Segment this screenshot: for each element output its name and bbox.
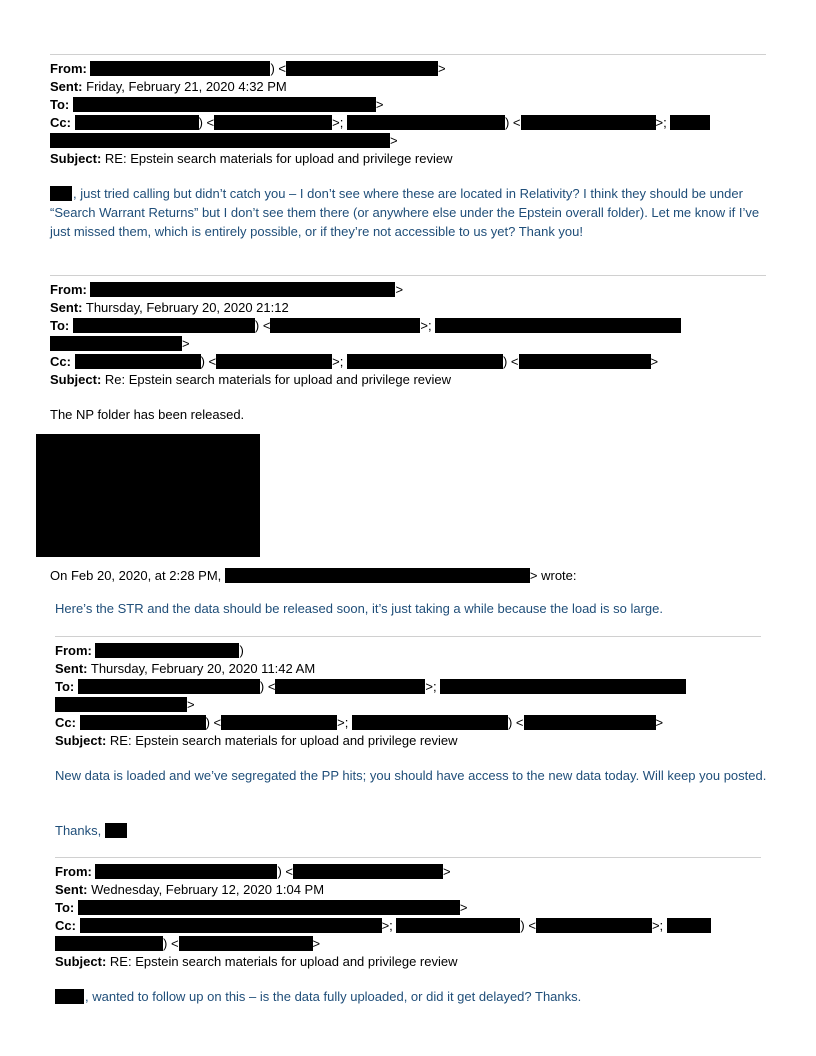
subject-label: Subject: xyxy=(50,372,102,387)
redacted-sender-email xyxy=(293,864,443,879)
email-1-from-line: From: ) < > xyxy=(50,61,446,76)
redacted-cc-email xyxy=(221,715,337,730)
redacted-recipient-name xyxy=(73,318,255,333)
redacted-recipient xyxy=(73,97,376,112)
redacted-recipient-name xyxy=(78,679,260,694)
email-2-to-continued: > xyxy=(50,335,190,352)
to-label: To: xyxy=(55,679,75,694)
signoff-text: Thanks, xyxy=(55,823,102,838)
email-separator xyxy=(55,857,761,858)
redacted-sender xyxy=(90,282,395,297)
email-separator xyxy=(55,636,761,637)
sent-label: Sent: xyxy=(55,661,88,676)
to-label: To: xyxy=(55,900,75,915)
redacted-sender-name xyxy=(90,61,270,76)
redacted-sender xyxy=(95,643,239,658)
redacted-cc-email xyxy=(214,115,332,130)
from-label: From: xyxy=(55,864,92,879)
sent-date: Friday, February 21, 2020 4:32 PM xyxy=(86,79,287,94)
email-2-sent-line xyxy=(50,299,289,316)
email-4-from-line: From: ) < > xyxy=(55,864,451,879)
email-2-body: The NP folder has been released. xyxy=(50,407,245,422)
redacted-sender-email xyxy=(286,61,438,76)
from-label: From: xyxy=(50,61,87,76)
redacted-cc-email xyxy=(216,354,332,369)
email-1-sent-line xyxy=(50,78,287,95)
cc-label: Cc: xyxy=(55,918,76,933)
email-4-body xyxy=(55,987,767,1006)
subject-text: RE: Epstein search materials for upload and privilege review xyxy=(109,954,458,969)
redacted-recipient-email xyxy=(55,697,187,712)
redacted-signature-block xyxy=(36,434,260,557)
redacted-cc-name xyxy=(55,936,163,951)
email-3-from-line: From: ) xyxy=(55,643,244,658)
subject-label: Subject: xyxy=(50,151,102,166)
redacted-cc-email xyxy=(524,715,656,730)
cc-label: Cc: xyxy=(55,715,76,730)
sent-label: Sent: xyxy=(55,882,88,897)
email-3-to-line: To: ) < >; xyxy=(55,678,686,695)
email-4-cc-continued: ) < > xyxy=(55,935,320,952)
redacted-cc-name xyxy=(667,918,711,933)
redacted-addressee xyxy=(55,989,84,1004)
to-label: To: xyxy=(50,318,70,333)
sent-label: Sent: xyxy=(50,79,83,94)
sent-date: Thursday, February 20, 2020 11:42 AM xyxy=(90,661,316,676)
redacted-cc-name xyxy=(670,115,710,130)
email-4-subject-line xyxy=(55,953,457,970)
redacted-cc-email xyxy=(521,115,656,130)
redacted-signature-name xyxy=(105,823,127,838)
cc-label: Cc: xyxy=(50,354,71,369)
redacted-addressee xyxy=(50,186,72,201)
redacted-cc-name xyxy=(347,354,503,369)
redacted-recipient-email xyxy=(275,679,425,694)
email-2-to-line: To: ) < >; xyxy=(50,317,681,334)
body-text: , wanted to follow up on this – is the data fully uploaded, or did it get delayed? Thanks. xyxy=(85,989,582,1004)
subject-label: Subject: xyxy=(55,733,107,748)
email-4-cc-line: Cc: >; ) < >; xyxy=(55,917,711,934)
email-3-cc-line: Cc: ) < >; ) < > xyxy=(55,715,664,730)
email-3-sent-line xyxy=(55,660,315,677)
quote-header-suffix: > wrote: xyxy=(529,568,577,583)
redacted-recipient-email xyxy=(50,336,182,351)
subject-label: Subject: xyxy=(55,954,107,969)
redacted-cc-email xyxy=(50,133,390,148)
redacted-cc-email xyxy=(179,936,313,951)
from-label: From: xyxy=(55,643,92,658)
email-1-to-line: To: > xyxy=(50,97,384,112)
subject-text: Re: Epstein search materials for upload and privilege review xyxy=(104,372,452,387)
redacted-cc-name xyxy=(75,354,201,369)
email-1-body xyxy=(50,184,770,241)
quote-header-prefix: On Feb 20, 2020, at 2:28 PM, xyxy=(50,568,222,583)
redacted-recipient-name xyxy=(440,679,686,694)
redacted-quoted-sender xyxy=(225,568,530,583)
email-separator xyxy=(50,275,766,276)
redacted-recipient-name xyxy=(435,318,681,333)
redacted-cc-email xyxy=(80,918,382,933)
email-1-cc-continued: > xyxy=(50,132,398,149)
email-4-sent-line xyxy=(55,881,324,898)
redacted-cc-name xyxy=(75,115,199,130)
email-2-cc-line: Cc: ) < >; ) < > xyxy=(50,354,659,369)
redacted-recipient-email xyxy=(270,318,420,333)
quote-header xyxy=(50,567,577,584)
email-3-subject-line xyxy=(55,732,457,749)
email-4-to-line: To: > xyxy=(55,900,468,915)
sent-label: Sent: xyxy=(50,300,83,315)
email-2-from-line: From: > xyxy=(50,282,404,297)
quoted-body: Here’s the STR and the data should be released soon, it’s just taking a while because the load is so large. xyxy=(55,601,664,616)
redacted-cc-email xyxy=(536,918,652,933)
email-separator xyxy=(50,54,766,55)
redacted-cc-name xyxy=(80,715,206,730)
redacted-cc-name xyxy=(352,715,508,730)
redacted-cc-email xyxy=(519,354,651,369)
subject-text: RE: Epstein search materials for upload and privilege review xyxy=(104,151,453,166)
to-label: To: xyxy=(50,97,70,112)
subject-text: RE: Epstein search materials for upload and privilege review xyxy=(109,733,458,748)
redacted-sender-name xyxy=(95,864,277,879)
sent-date: Wednesday, February 12, 2020 1:04 PM xyxy=(91,882,325,897)
redacted-cc-name xyxy=(396,918,520,933)
email-3-body: New data is loaded and we’ve segregated the PP hits; you should have access to the new data today. Will keep you posted. xyxy=(55,768,767,783)
email-1-subject-line xyxy=(50,150,452,167)
cc-label: Cc: xyxy=(50,115,71,130)
email-3-to-continued: > xyxy=(55,696,195,713)
body-text: , just tried calling but didn’t catch you – I don’t see where these are located in Relativity? I think they should be under “Search Warrant Returns” but I don’t see them there (or anywhere else under the Epstein overall folder). Let me know if I’ve just missed them, which is entirely possible, or if they’re not accessible to us yet? Thank you! xyxy=(50,186,760,239)
redacted-cc-name xyxy=(347,115,505,130)
redacted-recipient xyxy=(78,900,460,915)
email-3-signoff xyxy=(55,822,127,839)
email-1-cc-line: Cc: ) < >; ) < >; xyxy=(50,114,710,131)
from-label: From: xyxy=(50,282,87,297)
sent-date: Thursday, February 20, 2020 21:12 xyxy=(85,300,289,315)
email-2-subject-line xyxy=(50,371,451,388)
